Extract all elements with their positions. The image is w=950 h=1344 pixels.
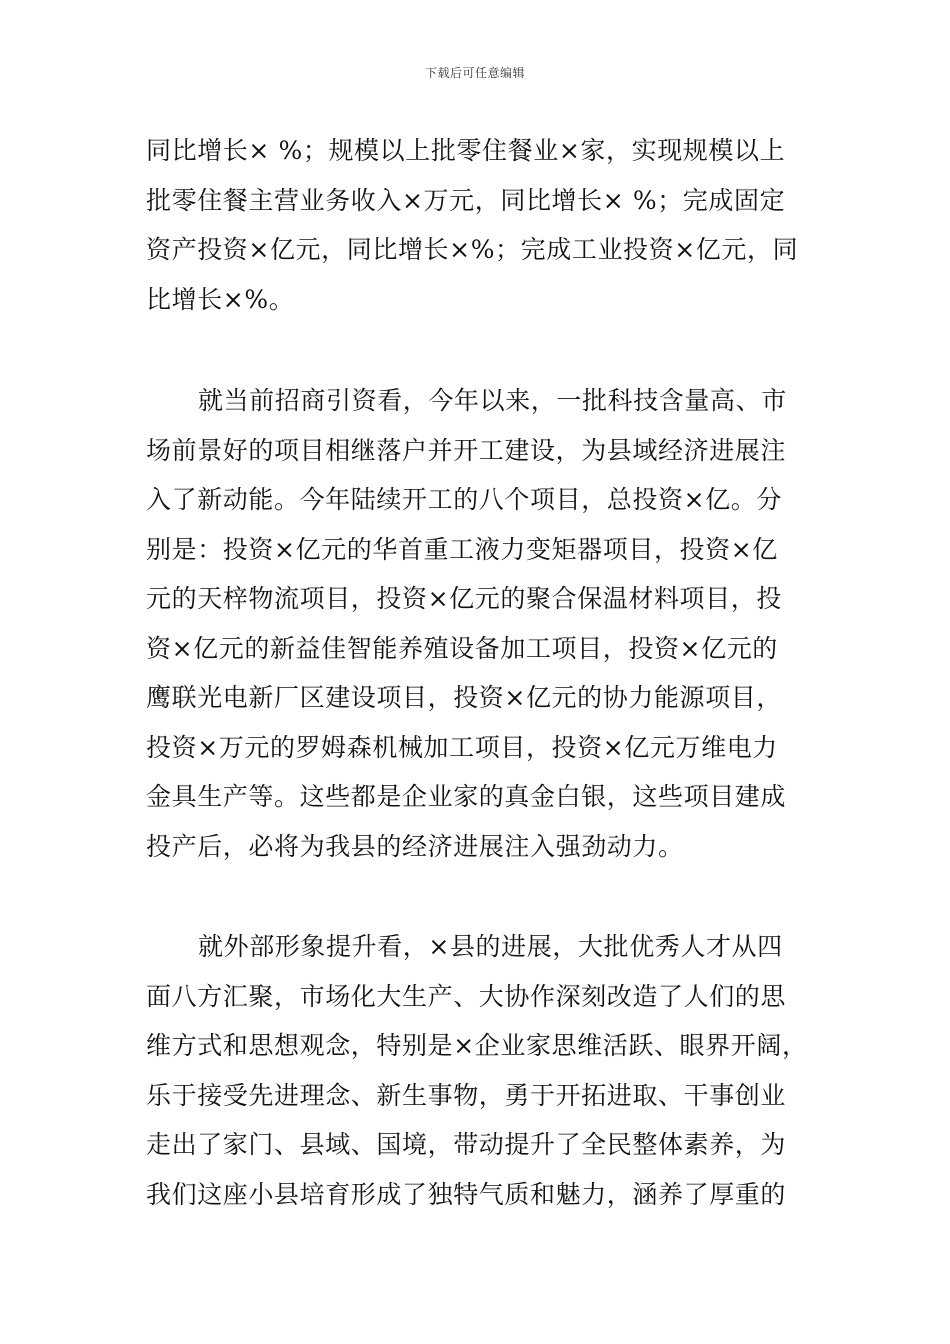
paragraph-line: 别是：投资×亿元的华首重工液力变矩器项目，投资×亿	[146, 534, 778, 564]
paragraph-line: 比增长×%。	[146, 284, 295, 314]
paragraph-3	[146, 922, 826, 1219]
paragraph-line: 走出了家门、县域、国境，带动提升了全民整体素养，为	[146, 1130, 787, 1159]
paragraph-line: 乐于接受先进理念、新生事物，勇于开拓进取、干事创业	[146, 1080, 787, 1110]
paragraph-line: 资产投资×亿元，同比增长×%；完成工业投资×亿元，同	[146, 235, 799, 264]
paragraph-line: 鹰联光电新厂区建设项目，投资×亿元的协力能源项目，	[146, 683, 782, 712]
paragraph-line: 场前景好的项目相继落户并开工建设，为县域经济进展注	[146, 435, 787, 465]
paragraph-line: 入了新动能。今年陆续开工的八个项目，总投资×亿。分	[146, 485, 782, 514]
paragraph-line: 投产后，必将为我县的经济进展注入强劲动力。	[146, 831, 684, 861]
paragraph-line: 我们这座小县培育形成了独特气质和魅力，涵养了厚重的	[146, 1179, 787, 1209]
paragraph-line: 资×亿元的新益佳智能养殖设备加工项目，投资×亿元的	[146, 633, 778, 663]
paragraph-1	[146, 126, 826, 324]
paragraph-line: 就外部形象提升看，×县的进展，大批优秀人才从四	[198, 932, 783, 961]
paragraph-line: 就当前招商引资看，今年以来，一批科技含量高、市	[198, 386, 787, 415]
paragraph-line: 元的天梓物流项目，投资×亿元的聚合保温材料项目，投	[146, 584, 782, 613]
page-header: 下载后可任意编辑	[424, 66, 525, 80]
paragraph-line: 同比增长× %；规模以上批零住餐业×家，实现规模以上	[146, 136, 786, 165]
paragraph-line: 面八方汇聚，市场化大生产、大协作深刻改造了人们的思	[146, 981, 787, 1011]
paragraph-line: 维方式和思想观念，特别是×企业家思维活跃、眼界开阔，	[146, 1031, 808, 1060]
paragraph-line: 投资×万元的罗姆森机械加工项目，投资×亿元万维电力	[146, 732, 778, 762]
paragraph-2	[146, 376, 826, 871]
paragraph-line: 批零住餐主营业务收入×万元，同比增长× %；完成固定	[146, 185, 786, 215]
paragraph-line: 金具生产等。这些都是企业家的真金白银，这些项目建成	[146, 782, 787, 811]
